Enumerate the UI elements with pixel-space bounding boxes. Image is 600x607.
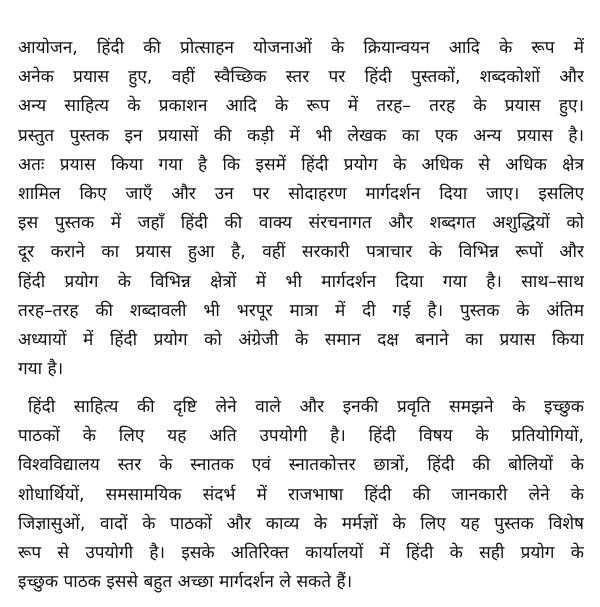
text-line: आयोजन, हिंदी की प्रोत्साहन योजनाओं के क्रियान्वयन आदि के रूप में — [18, 38, 584, 58]
text-line: अतः प्रयास किया गया है कि इसमें हिंदी प्रयोग के अधिक से अधिक क्षेत्र — [18, 154, 584, 175]
text-line: शोधार्थियों, समसामयिक संदर्भ में राजभाषा हिंदी की जानकारी लेने के — [18, 484, 584, 505]
text-line: तरह–तरह की शब्दावली भी भरपूर मात्रा में दी गई है। पुस्तक के अंतिम — [18, 300, 584, 321]
paragraph-1 — [18, 34, 584, 384]
text-line: विश्वविद्यालय स्तर के स्नातक एवं स्नातकोत्तर छात्रों, हिंदी की बोलियों के — [18, 455, 584, 476]
text-line: दूर कराने का प्रयास हुआ है, वहीं सरकारी पत्राचार के विभिन्न रूपों और — [18, 242, 584, 263]
text-line: रूप से उपयोगी है। इसके अतिरिक्त कार्यालयों में हिंदी के सही प्रयोग के — [18, 542, 584, 563]
text-line: प्रस्तुत पुस्तक इन प्रयासों की कड़ी में भी लेखक का एक अन्य प्रयास है। — [18, 125, 584, 146]
text-line: पाठकों के लिए यह अति उपयोगी है। हिंदी विषय के प्रतियोगियों, — [18, 426, 584, 447]
text-line: इस पुस्तक में जहाँ हिंदी की वाक्य संरचनागत और शब्दगत अशुद्धियों को — [18, 213, 584, 234]
text-line: हिंदी साहित्य की दृष्टि लेने वाले और इनकी प्रवृति समझने के इच्छुक — [28, 397, 584, 417]
text-line: जिज्ञासुओं, वादों के पाठकों और काव्य के मर्मज्ञों के लिए यह पुस्तक विशेष — [18, 513, 584, 534]
text-line: अन्य साहित्य के प्रकाशन आदि के रूप में तरह– तरह के प्रयास हुए। — [18, 96, 584, 117]
text-line: शामिल किए जाएँ और उन पर सोदाहरण मार्गदर्शन दिया जाए। इसलिए — [18, 183, 584, 204]
text-line: हिंदी प्रयोग के विभिन्न क्षेत्रों में भी मार्गदर्शन दिया गया है। साथ–साथ — [18, 271, 584, 292]
paragraph-2 — [18, 393, 584, 597]
text-line: अनेक प्रयास हुए, वहीं स्वैच्छिक स्तर पर हिंदी पुस्तकों, शब्दकोशों और — [18, 67, 584, 88]
text-line: इच्छुक पाठक इससे बहुत अच्छा मार्गदर्शन ले सकते हैं। — [18, 572, 353, 593]
text-line: गया है। — [18, 359, 64, 380]
text-line: अध्यायों में हिंदी प्रयोग को अंग्रेजी के समान दक्ष बनाने का प्रयास किया — [18, 329, 584, 350]
